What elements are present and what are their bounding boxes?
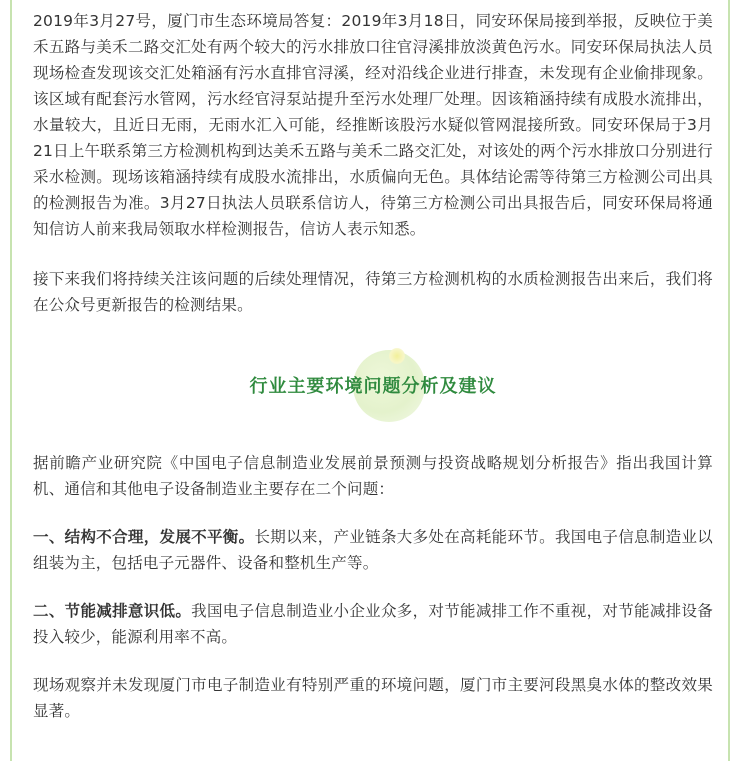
paragraph-report-intro: 据前瞻产业研究院《中国电子信息制造业发展前景预测与投资战略规划分析报告》指出我国计算机、通信和其他电子设备制造业主要存在二个问题： (33, 454, 713, 498)
article-content (33, 8, 713, 724)
section-header (33, 346, 713, 436)
title-decoration-dot (389, 348, 405, 364)
issue-one-text: 长期以来，产业链条大多处在高耗能环节。我国电子信息制造业以组装为主，包括电子元器件、设备和整机生产等。 (33, 528, 713, 572)
section-title: 行业主要环境问题分析及建议 (249, 376, 497, 397)
issue-two-heading: 二、节能减排意识低。 (33, 602, 192, 620)
paragraph-response: 2019年3月27号，厦门市生态环境局答复：2019年3月18日，同安环保局接到举报，反映位于美禾五路与美禾二路交汇处有两个较大的污水排放口往官浔溪排放淡黄色污水。同安环保局执法人员现场检查发现该交汇处箱涵有污水直排官浔溪，经对沿线企业进行排查，未发现有企业偷排现象。该区域有配套污水管网，污水经官浔泵站提升至污水处理厂处理。因该箱涵持续有成股水流排出，水量较大，且近日无雨，无雨水汇入可能，经推断该股污水疑似管网混接所致。同安环保局于3月21日上午联系第三方检测机构到达美禾五路与美禾二路交汇处，对该处的两个污水排放口分别进行采水检测。现场该箱涵持续有成股水流排出，水质偏向无色。具体结论需等待第三方检测公司出具的检测报告为准。3月27日执法人员联系信访人，待第三方检测公司出具报告后，同安环保局将通知信访人前来我局领取水样检测报告，信访人表示知悉。 (33, 12, 713, 238)
issue-one-heading: 一、结构不合理，发展不平衡。 (33, 528, 255, 546)
paragraph-observation: 现场观察并未发现厦门市电子制造业有特别严重的环境问题，厦门市主要河段黑臭水体的整改效果显著。 (33, 676, 713, 720)
paragraph-followup: 接下来我们将持续关注该问题的后续处理情况，待第三方检测机构的水质检测报告出来后，我们将在公众号更新报告的检测结果。 (33, 270, 713, 314)
paragraph-issue-two (33, 598, 713, 650)
issue-two-text: 我国电子信息制造业小企业众多，对节能减排工作不重视，对节能减排设备投入较少，能源利用率不高。 (33, 602, 713, 646)
paragraph-issue-one (33, 524, 713, 576)
